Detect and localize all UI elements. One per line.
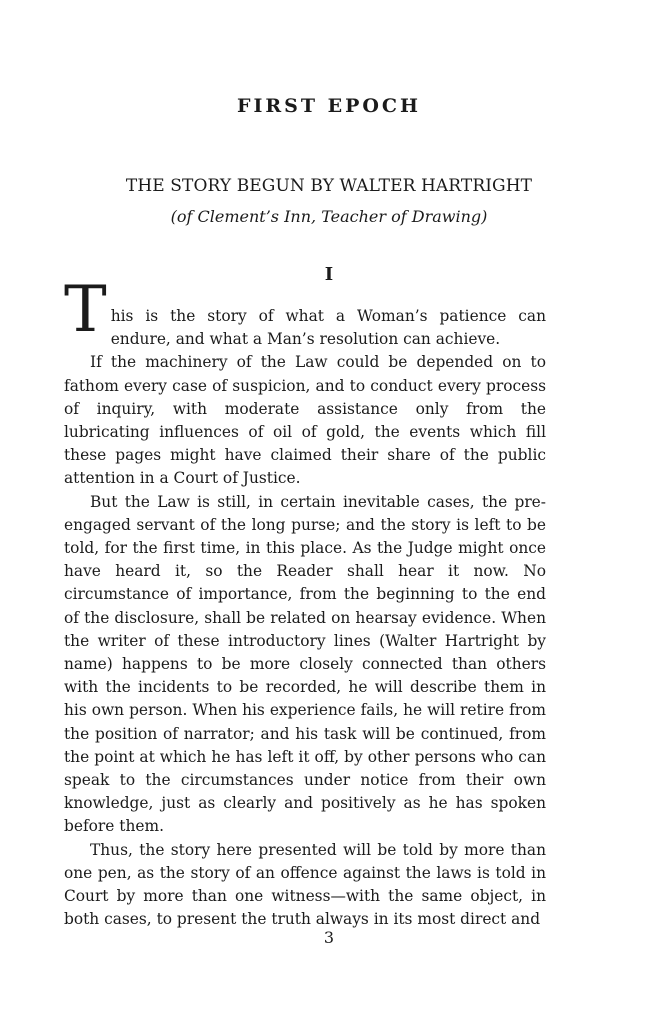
- story-title: THE STORY BEGUN BY WALTER HARTRIGHT: [125, 176, 533, 196]
- paragraph-3: But the Law is still, in certain inevitable cases, the pre-engaged servant of the long purse; and the story is left to be told, for the first time, in this place. As the Judge might once have heard it, so the Reader shall hear it now. No circumstance of importance, from the beginning to the end of the disclosure, shall be related on hearsay evidence. When the writer of these introductory lines (Walter Hartright by name) happens to be more closely connected than others with the incidents to be recorded, he will describe them in his own person. When his experience fails, he will retire from the position of narrator; and his task will be continued, from the point at which he has left it off, by other persons who can speak to the circumstances under notice from their own knowledge, just as clearly and positively as he has spoken before them.: [64, 492, 546, 836]
- body-text: [64, 273, 546, 931]
- opening-text: his is the story of what a Woman’s patience can endure, and what a Man’s resolution can achieve.: [110, 307, 546, 349]
- paragraph-4: Thus, the story here presented will be told by more than one pen, as the story of an offence against the laws is told in Court by more than one witness—with the same object, in both cases, to present the truth always in its most direct and: [64, 840, 546, 929]
- story-subtitle: (of Clement’s Inn, Teacher of Drawing): [170, 207, 488, 226]
- page-number: 3: [323, 928, 335, 947]
- chapter-number: I: [324, 264, 334, 285]
- paragraph-2: If the machinery of the Law could be depended on to fathom every case of suspicion, and to conduct every process of inquiry, with moderate assistance only from the lubricating influences of oil of gold, the events which fill these pages might have claimed their share of the public attention in a Court of Justice.: [64, 353, 546, 488]
- drop-cap: T: [64, 273, 107, 347]
- paragraph-opening: [64, 273, 546, 351]
- epoch-heading: FIRST EPOCH: [236, 95, 422, 117]
